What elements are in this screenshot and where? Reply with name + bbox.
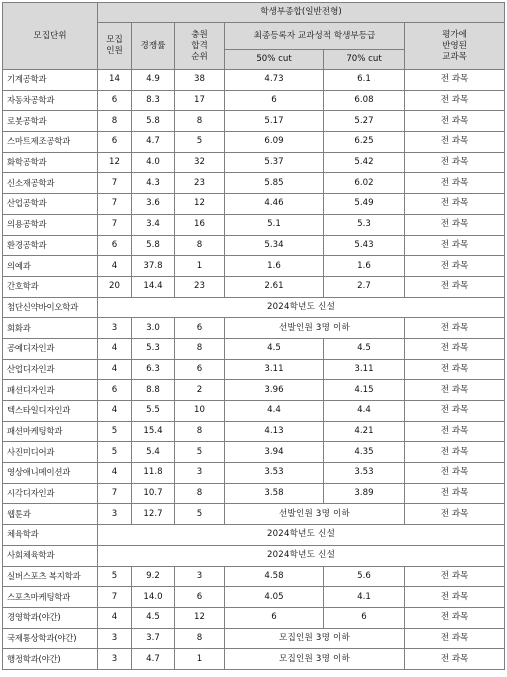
competition-cell: 5.5 (132, 401, 175, 422)
table-row (3, 463, 505, 484)
competition-cell: 10.7 (132, 483, 175, 504)
waitlist-cell: 38 (175, 70, 225, 91)
waitlist-cell: 12 (175, 194, 225, 215)
p70-cell: 1.6 (324, 256, 405, 277)
quota-cell: 6 (98, 380, 132, 401)
p50-cell: 3.11 (225, 359, 324, 380)
waitlist-cell: 23 (175, 173, 225, 194)
p70-cell: 4.15 (324, 380, 405, 401)
quota-cell: 6 (98, 90, 132, 111)
p70-cell: 5.49 (324, 194, 405, 215)
quota-cell: 5 (98, 442, 132, 463)
p50-cell: 6 (225, 607, 324, 628)
waitlist-cell: 6 (175, 318, 225, 339)
quota-cell: 4 (98, 256, 132, 277)
dept-cell: 회화과 (3, 318, 98, 339)
dept-cell: 패션마케팅학과 (3, 421, 98, 442)
p50-cell: 1.6 (225, 256, 324, 277)
subjects-cell: 전 과목 (405, 276, 505, 297)
subjects-cell: 전 과목 (405, 338, 505, 359)
dept-cell: 화학공학과 (3, 152, 98, 173)
header-grade-group: 최종등록자 교과성적 학생부등급 (225, 23, 405, 50)
table-row (3, 504, 505, 525)
table-row (3, 111, 505, 132)
dept-cell: 웹툰과 (3, 504, 98, 525)
subjects-cell: 전 과목 (405, 256, 505, 277)
dept-cell: 패션디자인과 (3, 380, 98, 401)
p50-cell: 4.4 (225, 401, 324, 422)
p50-cell: 3.58 (225, 483, 324, 504)
subjects-cell: 전 과목 (405, 359, 505, 380)
competition-cell: 4.7 (132, 132, 175, 153)
competition-cell: 12.7 (132, 504, 175, 525)
dept-cell: 로봇공학과 (3, 111, 98, 132)
table-row (3, 70, 505, 91)
header-quota: 모집 인원 (98, 23, 132, 70)
subjects-cell: 전 과목 (405, 90, 505, 111)
quota-cell: 7 (98, 483, 132, 504)
table-row (3, 442, 505, 463)
competition-cell: 14.4 (132, 276, 175, 297)
dept-cell: 산업공학과 (3, 194, 98, 215)
table-row (3, 214, 505, 235)
table-row (3, 401, 505, 422)
quota-cell: 3 (98, 649, 132, 670)
dept-cell: 스포츠마케팅학과 (3, 587, 98, 608)
header-group: 학생부종합(일반전형) (98, 3, 505, 23)
waitlist-cell: 16 (175, 214, 225, 235)
quota-cell: 7 (98, 173, 132, 194)
p70-cell: 4.4 (324, 401, 405, 422)
quota-cell: 7 (98, 194, 132, 215)
quota-cell: 3 (98, 318, 132, 339)
p70-cell: 6.25 (324, 132, 405, 153)
competition-cell: 9.2 (132, 566, 175, 587)
table-row (3, 256, 505, 277)
waitlist-cell: 1 (175, 256, 225, 277)
p70-cell: 5.27 (324, 111, 405, 132)
table-row (3, 483, 505, 504)
quota-cell: 7 (98, 214, 132, 235)
competition-cell: 5.8 (132, 235, 175, 256)
p70-cell: 5.42 (324, 152, 405, 173)
subjects-cell: 전 과목 (405, 649, 505, 670)
table-row (3, 359, 505, 380)
table-row (3, 152, 505, 173)
competition-cell: 4.7 (132, 649, 175, 670)
dept-cell: 의용공학과 (3, 214, 98, 235)
p50-cell: 5.37 (225, 152, 324, 173)
subjects-cell: 전 과목 (405, 111, 505, 132)
waitlist-cell: 5 (175, 132, 225, 153)
new-dept-note: 2024학년도 신설 (98, 545, 505, 566)
dept-cell: 사회체육학과 (3, 545, 98, 566)
subjects-cell: 전 과목 (405, 70, 505, 91)
p50-cell: 4.58 (225, 566, 324, 587)
competition-cell: 3.7 (132, 628, 175, 649)
p70-cell: 6 (324, 607, 405, 628)
subjects-cell: 전 과목 (405, 504, 505, 525)
competition-cell: 3.4 (132, 214, 175, 235)
dept-cell: 영상애니메이션과 (3, 463, 98, 484)
p70-cell: 4.5 (324, 338, 405, 359)
competition-cell: 4.0 (132, 152, 175, 173)
p50-cell: 5.17 (225, 111, 324, 132)
table-row (3, 628, 505, 649)
table-row (3, 194, 505, 215)
quota-cell: 4 (98, 359, 132, 380)
p50-cell: 4.5 (225, 338, 324, 359)
waitlist-cell: 6 (175, 359, 225, 380)
admissions-table-container (2, 2, 504, 670)
competition-cell: 3.0 (132, 318, 175, 339)
competition-cell: 3.6 (132, 194, 175, 215)
competition-cell: 8.3 (132, 90, 175, 111)
p70-cell: 4.21 (324, 421, 405, 442)
dept-cell: 첨단신약바이오학과 (3, 297, 98, 318)
p70-cell: 3.53 (324, 463, 405, 484)
table-row (3, 607, 505, 628)
waitlist-cell: 5 (175, 442, 225, 463)
p70-cell: 4.1 (324, 587, 405, 608)
header-p70: 70% cut (324, 50, 405, 70)
table-body (3, 70, 505, 670)
subjects-cell: 전 과목 (405, 173, 505, 194)
waitlist-cell: 10 (175, 401, 225, 422)
table-row (3, 297, 505, 318)
waitlist-cell: 5 (175, 504, 225, 525)
waitlist-cell: 1 (175, 649, 225, 670)
grade-note: 모집인원 3명 이하 (225, 649, 405, 670)
dept-cell: 국제통상학과(야간) (3, 628, 98, 649)
new-dept-note: 2024학년도 신설 (98, 297, 505, 318)
p50-cell: 4.73 (225, 70, 324, 91)
p50-cell: 2.61 (225, 276, 324, 297)
dept-cell: 행정학과(야간) (3, 649, 98, 670)
p50-cell: 4.13 (225, 421, 324, 442)
header-waitlist: 충원 합격 순위 (175, 23, 225, 70)
subjects-cell: 전 과목 (405, 235, 505, 256)
dept-cell: 공예디자인과 (3, 338, 98, 359)
grade-note: 모집인원 3명 이하 (225, 628, 405, 649)
table-row (3, 132, 505, 153)
admissions-table (2, 2, 505, 670)
subjects-cell: 전 과목 (405, 132, 505, 153)
header-subjects: 평가에 반영된 교과목 (405, 23, 505, 70)
quota-cell: 5 (98, 421, 132, 442)
waitlist-cell: 12 (175, 607, 225, 628)
competition-cell: 11.8 (132, 463, 175, 484)
quota-cell: 5 (98, 566, 132, 587)
table-row (3, 173, 505, 194)
header-p50: 50% cut (225, 50, 324, 70)
waitlist-cell: 8 (175, 628, 225, 649)
waitlist-cell: 8 (175, 235, 225, 256)
table-row (3, 525, 505, 546)
dept-cell: 간호학과 (3, 276, 98, 297)
p50-cell: 6 (225, 90, 324, 111)
p50-cell: 3.53 (225, 463, 324, 484)
competition-cell: 6.3 (132, 359, 175, 380)
p70-cell: 6.08 (324, 90, 405, 111)
competition-cell: 5.3 (132, 338, 175, 359)
p50-cell: 5.85 (225, 173, 324, 194)
grade-note: 선발인원 3명 이하 (225, 318, 405, 339)
dept-cell: 시각디자인과 (3, 483, 98, 504)
subjects-cell: 전 과목 (405, 421, 505, 442)
competition-cell: 5.4 (132, 442, 175, 463)
waitlist-cell: 6 (175, 587, 225, 608)
quota-cell: 4 (98, 401, 132, 422)
dept-cell: 실버스포츠 복지학과 (3, 566, 98, 587)
waitlist-cell: 8 (175, 483, 225, 504)
subjects-cell: 전 과목 (405, 587, 505, 608)
p70-cell: 3.89 (324, 483, 405, 504)
quota-cell: 14 (98, 70, 132, 91)
quota-cell: 8 (98, 111, 132, 132)
p50-cell: 6.09 (225, 132, 324, 153)
quota-cell: 6 (98, 132, 132, 153)
quota-cell: 4 (98, 463, 132, 484)
dept-cell: 산업디자인과 (3, 359, 98, 380)
subjects-cell: 전 과목 (405, 380, 505, 401)
quota-cell: 4 (98, 607, 132, 628)
competition-cell: 4.9 (132, 70, 175, 91)
p70-cell: 3.11 (324, 359, 405, 380)
dept-cell: 의예과 (3, 256, 98, 277)
quota-cell: 3 (98, 504, 132, 525)
table-row (3, 649, 505, 670)
table-row (3, 276, 505, 297)
table-row (3, 90, 505, 111)
subjects-cell: 전 과목 (405, 566, 505, 587)
table-row (3, 380, 505, 401)
competition-cell: 5.8 (132, 111, 175, 132)
waitlist-cell: 23 (175, 276, 225, 297)
dept-cell: 사진미디어과 (3, 442, 98, 463)
quota-cell: 20 (98, 276, 132, 297)
waitlist-cell: 32 (175, 152, 225, 173)
waitlist-cell: 8 (175, 338, 225, 359)
p70-cell: 4.35 (324, 442, 405, 463)
table-row (3, 318, 505, 339)
subjects-cell: 전 과목 (405, 152, 505, 173)
p50-cell: 4.46 (225, 194, 324, 215)
subjects-cell: 전 과목 (405, 442, 505, 463)
header-dept: 모집단위 (3, 3, 98, 70)
p50-cell: 4.05 (225, 587, 324, 608)
subjects-cell: 전 과목 (405, 463, 505, 484)
quota-cell: 6 (98, 235, 132, 256)
quota-cell: 4 (98, 338, 132, 359)
p70-cell: 5.43 (324, 235, 405, 256)
p50-cell: 5.34 (225, 235, 324, 256)
p70-cell: 5.6 (324, 566, 405, 587)
grade-note: 선발인원 3명 이하 (225, 504, 405, 525)
dept-cell: 환경공학과 (3, 235, 98, 256)
waitlist-cell: 17 (175, 90, 225, 111)
quota-cell: 7 (98, 587, 132, 608)
p70-cell: 6.1 (324, 70, 405, 91)
new-dept-note: 2024학년도 신설 (98, 525, 505, 546)
subjects-cell: 전 과목 (405, 318, 505, 339)
quota-cell: 12 (98, 152, 132, 173)
dept-cell: 신소재공학과 (3, 173, 98, 194)
p50-cell: 3.96 (225, 380, 324, 401)
p70-cell: 2.7 (324, 276, 405, 297)
competition-cell: 15.4 (132, 421, 175, 442)
dept-cell: 기계공학과 (3, 70, 98, 91)
competition-cell: 37.8 (132, 256, 175, 277)
waitlist-cell: 2 (175, 380, 225, 401)
dept-cell: 체육학과 (3, 525, 98, 546)
subjects-cell: 전 과목 (405, 628, 505, 649)
waitlist-cell: 8 (175, 421, 225, 442)
subjects-cell: 전 과목 (405, 194, 505, 215)
p70-cell: 6.02 (324, 173, 405, 194)
competition-cell: 8.8 (132, 380, 175, 401)
table-row (3, 338, 505, 359)
subjects-cell: 전 과목 (405, 214, 505, 235)
quota-cell: 3 (98, 628, 132, 649)
table-row (3, 545, 505, 566)
p50-cell: 3.94 (225, 442, 324, 463)
table-row (3, 587, 505, 608)
waitlist-cell: 3 (175, 463, 225, 484)
subjects-cell: 전 과목 (405, 483, 505, 504)
waitlist-cell: 3 (175, 566, 225, 587)
competition-cell: 14.0 (132, 587, 175, 608)
dept-cell: 텍스타일디자인과 (3, 401, 98, 422)
competition-cell: 4.5 (132, 607, 175, 628)
dept-cell: 자동차공학과 (3, 90, 98, 111)
p70-cell: 5.3 (324, 214, 405, 235)
waitlist-cell: 8 (175, 111, 225, 132)
dept-cell: 경영학과(야간) (3, 607, 98, 628)
competition-cell: 4.3 (132, 173, 175, 194)
table-row (3, 566, 505, 587)
p50-cell: 5.1 (225, 214, 324, 235)
header-competition: 경쟁률 (132, 23, 175, 70)
table-row (3, 235, 505, 256)
dept-cell: 스마트제조공학과 (3, 132, 98, 153)
subjects-cell: 전 과목 (405, 607, 505, 628)
subjects-cell: 전 과목 (405, 401, 505, 422)
table-row (3, 421, 505, 442)
